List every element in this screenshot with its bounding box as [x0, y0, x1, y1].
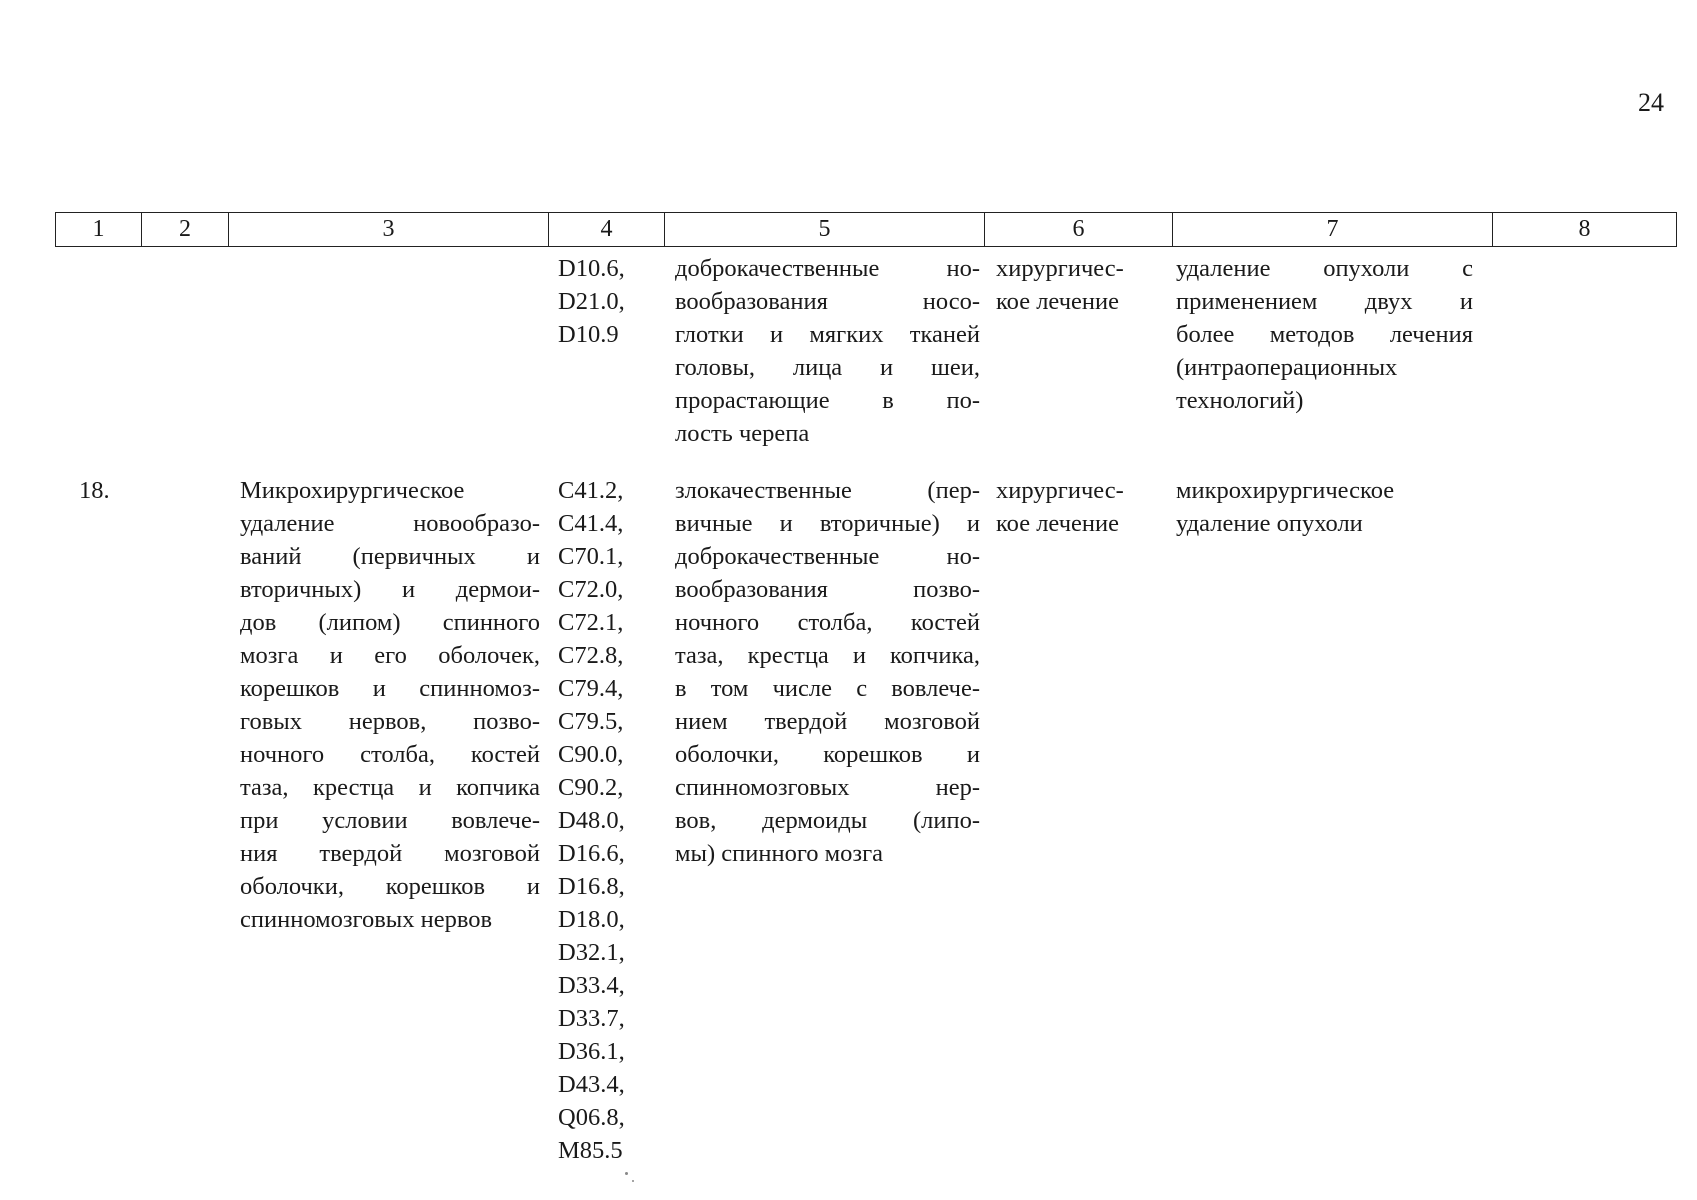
diagnosis-line: вов, дермоиды (липо- — [675, 807, 980, 834]
treatment-method-cell — [1176, 252, 1473, 417]
treatment-line: кое лечение — [996, 510, 1119, 537]
icd-code: D36.1, — [558, 1038, 625, 1065]
treatment-line: хирургичес- — [996, 255, 1124, 282]
scan-speck — [625, 1172, 628, 1175]
icd-code: C70.1, — [558, 543, 624, 570]
procedure-line: оболочки, корешков и — [240, 873, 540, 900]
icd-code: D16.8, — [558, 873, 625, 900]
table-row — [55, 474, 1676, 1174]
diagnosis-cell — [675, 474, 980, 870]
procedure-line: корешков и спинномоз- — [240, 675, 540, 702]
method-line: микрохирургическое — [1176, 477, 1395, 504]
icd-code: C72.1, — [558, 609, 624, 636]
treatment-type-cell — [996, 474, 1148, 540]
icd-codes — [558, 474, 648, 1167]
diagnosis-line: таза, крестца и копчика, — [675, 642, 980, 669]
icd-code: C41.4, — [558, 510, 624, 537]
method-line: применением двух и — [1176, 288, 1473, 315]
page-number: 24 — [1638, 88, 1664, 117]
icd-code: D21.0, — [558, 288, 625, 315]
diagnosis-line: доброкачественные но- — [675, 543, 980, 570]
table-body — [55, 252, 1676, 1174]
header-col-5: 5 — [665, 213, 985, 247]
diagnosis-line: оболочки, корешков и — [675, 741, 980, 768]
icd-code: D48.0, — [558, 807, 625, 834]
diagnosis-line: вичные и вторичные) и — [675, 510, 980, 537]
procedure-line: таза, крестца и копчика — [240, 774, 540, 801]
diagnosis-line: доброкачественные но- — [675, 255, 980, 282]
header-col-1: 1 — [56, 213, 142, 247]
diagnosis-line: в том числе с вовлече- — [675, 675, 980, 702]
method-line: удаление опухоли — [1176, 510, 1363, 537]
diagnosis-line: прорастающие в по- — [675, 387, 980, 414]
diagnosis-line: глотки и мягких тканей — [675, 321, 980, 348]
header-col-4: 4 — [549, 213, 665, 247]
procedure-name-cell — [240, 474, 540, 936]
diagnosis-line: нием твердой мозговой — [675, 708, 980, 735]
icd-code: C79.4, — [558, 675, 624, 702]
treatment-line: кое лечение — [996, 288, 1119, 315]
row-number: 18. — [79, 477, 110, 504]
header-col-3: 3 — [229, 213, 549, 247]
icd-code: Q06.8, — [558, 1104, 625, 1131]
column-number-header — [55, 212, 1677, 247]
icd-code: D18.0, — [558, 906, 625, 933]
procedure-line: ночного столба, костей — [240, 741, 540, 768]
procedure-line: при условии вовлече- — [240, 807, 540, 834]
icd-code: D16.6, — [558, 840, 625, 867]
method-line: удаление опухоли с — [1176, 255, 1473, 282]
icd-code: C41.2, — [558, 477, 624, 504]
method-line: (интраоперационных — [1176, 354, 1398, 381]
icd-codes — [558, 252, 648, 351]
icd-code: C90.0, — [558, 741, 624, 768]
header-col-6: 6 — [985, 213, 1173, 247]
procedure-line: спинномозговых нервов — [240, 906, 493, 933]
icd-code: C90.2, — [558, 774, 624, 801]
icd-code: C72.8, — [558, 642, 624, 669]
icd-code: D10.6, — [558, 255, 625, 282]
icd-code: D33.7, — [558, 1005, 625, 1032]
procedure-line: говых нервов, позво- — [240, 708, 540, 735]
diagnosis-line: ночного столба, костей — [675, 609, 980, 636]
icd-code: C72.0, — [558, 576, 624, 603]
treatment-method-cell — [1176, 474, 1473, 540]
diagnosis-line: головы, лица и шеи, — [675, 354, 980, 381]
header-col-7: 7 — [1173, 213, 1493, 247]
table-row — [55, 252, 1676, 474]
icd-code: D10.9 — [558, 321, 619, 348]
treatment-line: хирургичес- — [996, 477, 1124, 504]
procedure-line: дов (липом) спинного — [240, 609, 540, 636]
diagnosis-line: злокачественные (пер- — [675, 477, 980, 504]
procedure-line: ния твердой мозговой — [240, 840, 540, 867]
header-col-8: 8 — [1493, 213, 1677, 247]
icd-code: D32.1, — [558, 939, 625, 966]
icd-code: M85.5 — [558, 1137, 623, 1164]
diagnosis-cell — [675, 252, 980, 450]
procedure-line: ваний (первичных и — [240, 543, 540, 570]
scan-speck — [632, 1180, 634, 1182]
icd-code: D33.4, — [558, 972, 625, 999]
icd-code: D43.4, — [558, 1071, 625, 1098]
method-line: более методов лечения — [1176, 321, 1473, 348]
diagnosis-line: вообразования позво- — [675, 576, 980, 603]
procedure-line: удаление новообразо- — [240, 510, 540, 537]
procedure-line: Микрохирургическое — [240, 477, 465, 504]
procedure-line: вторичных) и дермои- — [240, 576, 540, 603]
diagnosis-line: спинномозговых нер- — [675, 774, 980, 801]
diagnosis-line: лость черепа — [675, 420, 810, 447]
icd-code: C79.5, — [558, 708, 624, 735]
procedure-line: мозга и его оболочек, — [240, 642, 540, 669]
header-col-2: 2 — [142, 213, 229, 247]
diagnosis-line: вообразования носо- — [675, 288, 980, 315]
treatment-type-cell — [996, 252, 1148, 318]
method-line: технологий) — [1176, 387, 1304, 414]
diagnosis-line: мы) спинного мозга — [675, 840, 883, 867]
